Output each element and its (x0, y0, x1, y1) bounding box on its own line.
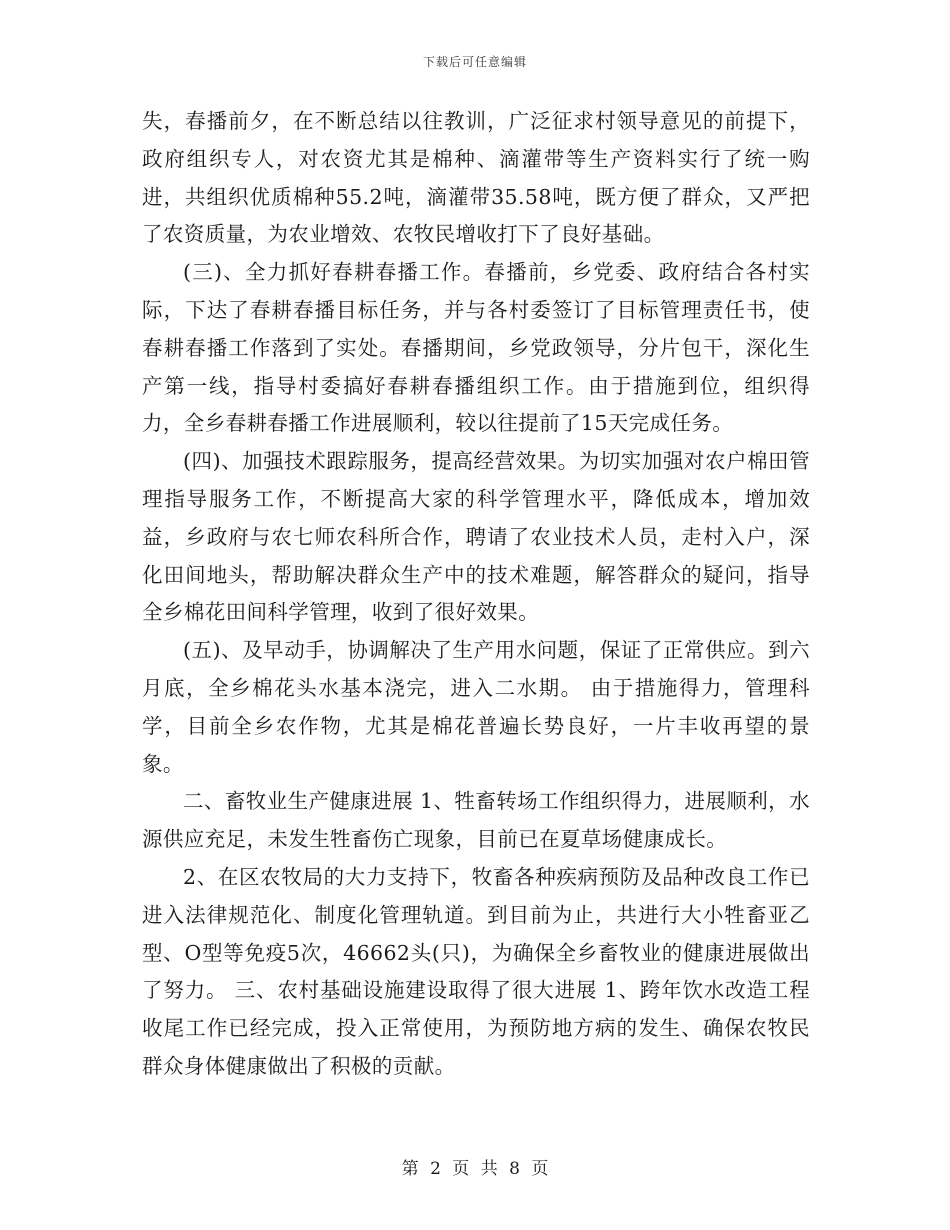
paragraph-continuation: 失，春播前夕，在不断总结以往教训，广泛征求村领导意见的前提下，政府组织专人，对农资尤其是棉种、滴灌带等生产资料实行了统一购进，共组织优质棉种55.2吨，滴灌带35.58吨，既方便了群众，又严把了农资质量，为农业增效、农牧民增收打下了良好基础。 (142, 109, 810, 247)
paragraph-water-supply: (五)、及早动手，协调解决了生产用水问题，保证了正常供应。到六月底，全乡棉花头水基本浇完，进入二水期。 由于措施得力，管理科学，目前全乡农作物，尤其是棉花普遍长势良好，一片丰收再望的景象。 (142, 638, 810, 776)
page-header-note: 下载后可任意编辑 (422, 55, 527, 69)
paragraph-livestock-transfer: 二、畜牧业生产健康进展 1、牲畜转场工作组织得力，进展顺利，水源供应充足，未发生牲畜伤亡现象，目前已在夏草场健康成长。 (142, 789, 810, 852)
paragraph-disease-prevention: 2、在区农牧局的大力支持下，牧畜各种疾病预防及品种改良工作已进入法律规范化、制度化管理轨道。到目前为止，共进行大小牲畜亚乙型、O型等免疫5次，46662头(只)，为确保全乡畜牧业的健康进展做出了努力。 三、农村基础设施建设取得了很大进展 1、跨年饮水改造工程收尾工作已经完成，投入正常使用，为预防地方病的发生、确保农牧民群众身体健康做出了积极的贡献。 (142, 864, 810, 1078)
paragraph-technical-service: (四)、加强技术跟踪服务，提高经营效果。为切实加强对农户棉田管理指导服务工作，不断提高大家的科学管理水平，降低成本，增加效益，乡政府与农七师农科所合作，聘请了农业技术人员，走村入户，深化田间地头，帮助解决群众生产中的技术难题，解答群众的疑问，指导全乡棉花田间科学管理，收到了很好效果。 (142, 449, 810, 625)
document-body (142, 103, 810, 1086)
page-number-footer: 第 2 页 共 8 页 (401, 1159, 549, 1179)
paragraph-spring-plowing: (三)、全力抓好春耕春播工作。春播前，乡党委、政府结合各村实际，下达了春耕春播目标任务，并与各村委签订了目标管理责任书，使春耕春播工作落到了实处。春播期间，乡党政领导，分片包干，深化生产第一线，指导村委搞好春耕春播组织工作。由于措施到位，组织得力，全乡春耕春播工作进展顺利，较以往提前了15天完成任务。 (142, 260, 810, 436)
